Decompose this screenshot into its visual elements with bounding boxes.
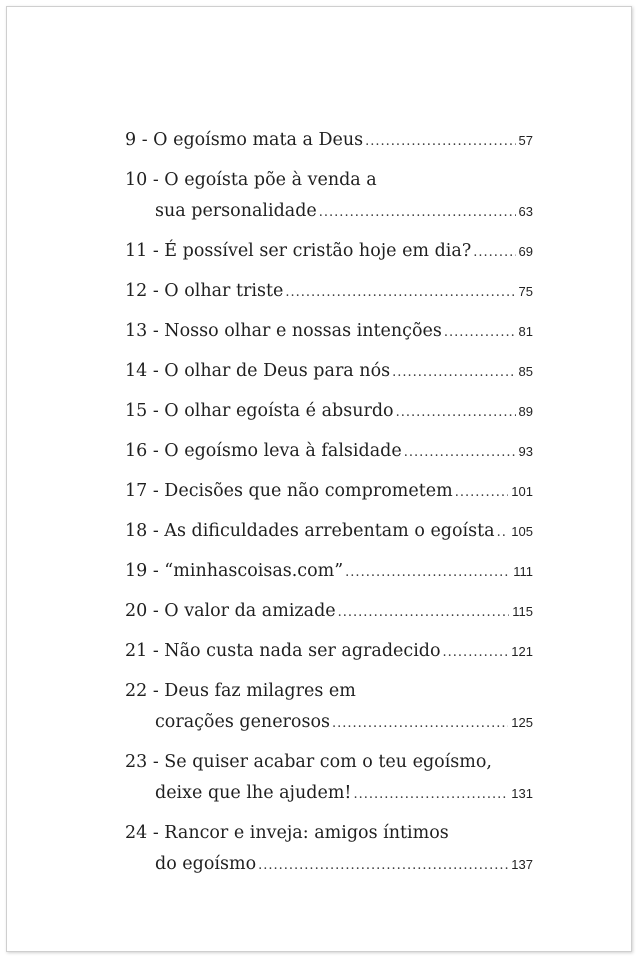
toc-entry-title-line bbox=[125, 818, 533, 849]
toc-entry-text: 13 - Nosso olhar e nossas intenções bbox=[125, 321, 442, 341]
toc-page-number: 131 bbox=[511, 786, 533, 801]
toc-entry-title-line bbox=[125, 316, 533, 347]
toc-entry-text: 24 - Rancor e inveja: amigos íntimos bbox=[125, 823, 449, 843]
toc-entry-title-line bbox=[125, 516, 533, 547]
toc-entry-title-line bbox=[125, 236, 533, 267]
toc-entry-text: 11 - É possível ser cristão hoje em dia? bbox=[125, 241, 472, 261]
toc-entry-text: 21 - Não custa nada ser agradecido bbox=[125, 641, 441, 661]
toc-page-number: 63 bbox=[518, 204, 533, 219]
dot-leader bbox=[473, 237, 515, 268]
toc-entry-text: sua personalidade bbox=[155, 201, 317, 221]
toc-page-number: 69 bbox=[518, 244, 533, 259]
toc-entry-continuation-line bbox=[125, 707, 533, 738]
toc-page-number: 105 bbox=[511, 524, 533, 539]
toc-entry bbox=[125, 125, 533, 156]
dot-leader bbox=[455, 477, 509, 508]
dot-leader bbox=[443, 637, 509, 668]
toc-entry-text: 17 - Decisões que não comprometem bbox=[125, 481, 453, 501]
toc-entry bbox=[125, 556, 533, 587]
toc-entry-continuation-line bbox=[125, 849, 533, 880]
dot-leader bbox=[396, 397, 516, 428]
toc-entry bbox=[125, 436, 533, 467]
toc-page-number: 81 bbox=[518, 324, 533, 339]
dot-leader bbox=[392, 357, 515, 388]
toc-entry-text: 18 - As dificuldades arrebentam o egoísta bbox=[125, 521, 495, 541]
toc-entry bbox=[125, 356, 533, 387]
toc-entry bbox=[125, 516, 533, 547]
toc-entry bbox=[125, 747, 533, 809]
dot-leader bbox=[404, 437, 516, 468]
toc-entry-title-line bbox=[125, 165, 533, 196]
toc-entry-title-line bbox=[125, 636, 533, 667]
toc-page-number: 137 bbox=[511, 857, 533, 872]
toc-entry-title-line bbox=[125, 747, 533, 778]
toc-entry bbox=[125, 236, 533, 267]
toc-page-number: 57 bbox=[518, 133, 533, 148]
toc-page-number: 85 bbox=[518, 364, 533, 379]
toc-page-number: 101 bbox=[511, 484, 533, 499]
toc-entry-title-line bbox=[125, 436, 533, 467]
table-of-contents bbox=[125, 125, 533, 889]
toc-entry-title-line bbox=[125, 596, 533, 627]
toc-entry-text: 10 - O egoísta põe à venda a bbox=[125, 170, 377, 190]
dot-leader bbox=[285, 277, 515, 308]
toc-entry bbox=[125, 276, 533, 307]
toc-entry-title-line bbox=[125, 396, 533, 427]
toc-entry-title-line bbox=[125, 676, 533, 707]
dot-leader bbox=[353, 779, 508, 810]
toc-entry bbox=[125, 676, 533, 738]
dot-leader bbox=[332, 708, 508, 739]
dot-leader bbox=[444, 317, 516, 348]
toc-entry bbox=[125, 165, 533, 227]
toc-entry-title-line bbox=[125, 556, 533, 587]
toc-entry-title-line bbox=[125, 276, 533, 307]
toc-entry-title-line bbox=[125, 476, 533, 507]
toc-entry-text: 9 - O egoísmo mata a Deus bbox=[125, 130, 364, 150]
toc-page-number: 89 bbox=[518, 404, 533, 419]
toc-entry-text: 20 - O valor da amizade bbox=[125, 601, 336, 621]
toc-entry bbox=[125, 596, 533, 627]
toc-entry bbox=[125, 396, 533, 427]
toc-entry-continuation-line bbox=[125, 778, 533, 809]
toc-entry-text: 15 - O olhar egoísta é absurdo bbox=[125, 401, 394, 421]
dot-leader bbox=[345, 557, 510, 588]
toc-entry bbox=[125, 316, 533, 347]
toc-entry-text: 22 - Deus faz milagres em bbox=[125, 681, 356, 701]
toc-entry-text: 14 - O olhar de Deus para nós bbox=[125, 361, 391, 381]
toc-page-number: 125 bbox=[511, 715, 533, 730]
toc-entry-continuation-line bbox=[125, 196, 533, 227]
toc-entry-text: corações generosos bbox=[155, 712, 330, 732]
toc-page-number: 115 bbox=[512, 604, 533, 619]
toc-entry-text: 16 - O egoísmo leva à falsidade bbox=[125, 441, 402, 461]
dot-leader bbox=[338, 597, 510, 628]
toc-page-number: 75 bbox=[518, 284, 533, 299]
toc-entry bbox=[125, 476, 533, 507]
book-page bbox=[6, 6, 632, 952]
dot-leader bbox=[258, 850, 508, 881]
toc-entry-text: 23 - Se quiser acabar com o teu egoísmo, bbox=[125, 752, 492, 772]
toc-entry-text: 12 - O olhar triste bbox=[125, 281, 284, 301]
toc-page-number: 121 bbox=[511, 644, 533, 659]
toc-entry-title-line bbox=[125, 125, 533, 156]
dot-leader bbox=[365, 126, 515, 157]
dot-leader bbox=[319, 197, 516, 228]
toc-page-number: 93 bbox=[518, 444, 533, 459]
toc-entry-title-line bbox=[125, 356, 533, 387]
toc-entry bbox=[125, 818, 533, 880]
toc-entry-text: deixe que lhe ajudem! bbox=[155, 783, 352, 803]
toc-entry bbox=[125, 636, 533, 667]
dot-leader bbox=[497, 517, 509, 548]
toc-entry-text: 19 - “minhascoisas.com” bbox=[125, 561, 344, 581]
toc-entry-text: do egoísmo bbox=[155, 854, 257, 874]
toc-page-number: 111 bbox=[513, 564, 533, 579]
